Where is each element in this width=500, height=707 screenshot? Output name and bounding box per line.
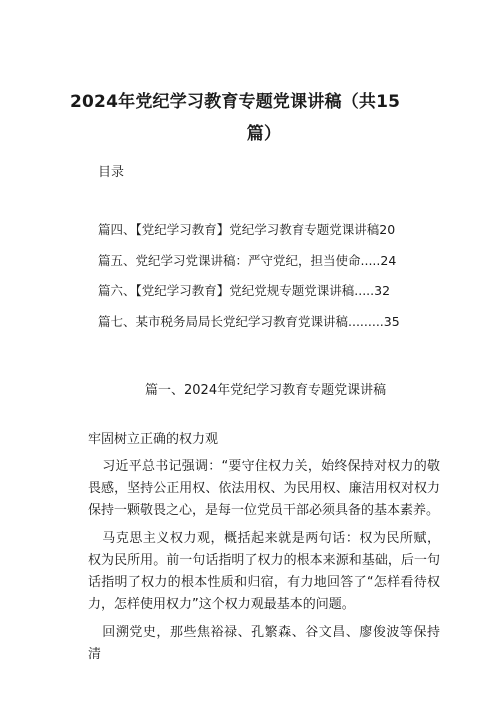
section-subtitle: 牢固树立正确的权力观 [88,432,219,447]
section-body [88,429,440,666]
toc-heading: 目录 [98,165,125,180]
document-title-line-2: 篇） [246,124,282,144]
document-title-line-1: 2024年党纪学习教育专题党课讲稿（共15 [70,92,401,112]
section-heading: 篇一、2024年党纪学习教育专题党课讲稿 [145,383,387,398]
toc-entry-5[interactable]: 篇五、党纪学习党课讲稿：严守党纪，担当使命.....24 [98,252,397,268]
body-paragraph: 马克思主义权力观，概括起来就是两句话：权为民所赋，权为民所用。前一句话指明了权力的根本来源和基础，后一句话指明了权力的根本性质和归宿，有力地回答了“怎样看待权力，怎样使用权力”这个权力观最基本的问题。 [88,531,440,612]
table-of-contents [98,222,438,344]
body-paragraph: 回溯党史，那些焦裕禄、孔繁森、谷文昌、廖俊波等保持清 [88,625,440,662]
toc-entry-6[interactable]: 篇六、【党纪学习教育】党纪党规专题党课讲稿.....32 [98,283,391,298]
toc-entry-7[interactable]: 篇七、某市税务局局长党纪学习教育党课讲稿.........35 [98,313,400,329]
document-title [70,86,450,150]
body-paragraph: 习近平总书记强调：“要守住权力关，始终保持对权力的敬畏感，坚持公正用权、依法用权、为民用权、廉洁用权对权力保持一颗敬畏之心，是每一位党员干部必须具备的基本素养。 [88,459,440,518]
toc-entry-4[interactable]: 篇四、【党纪学习教育】党纪学习教育专题党课讲稿20 [98,222,396,237]
